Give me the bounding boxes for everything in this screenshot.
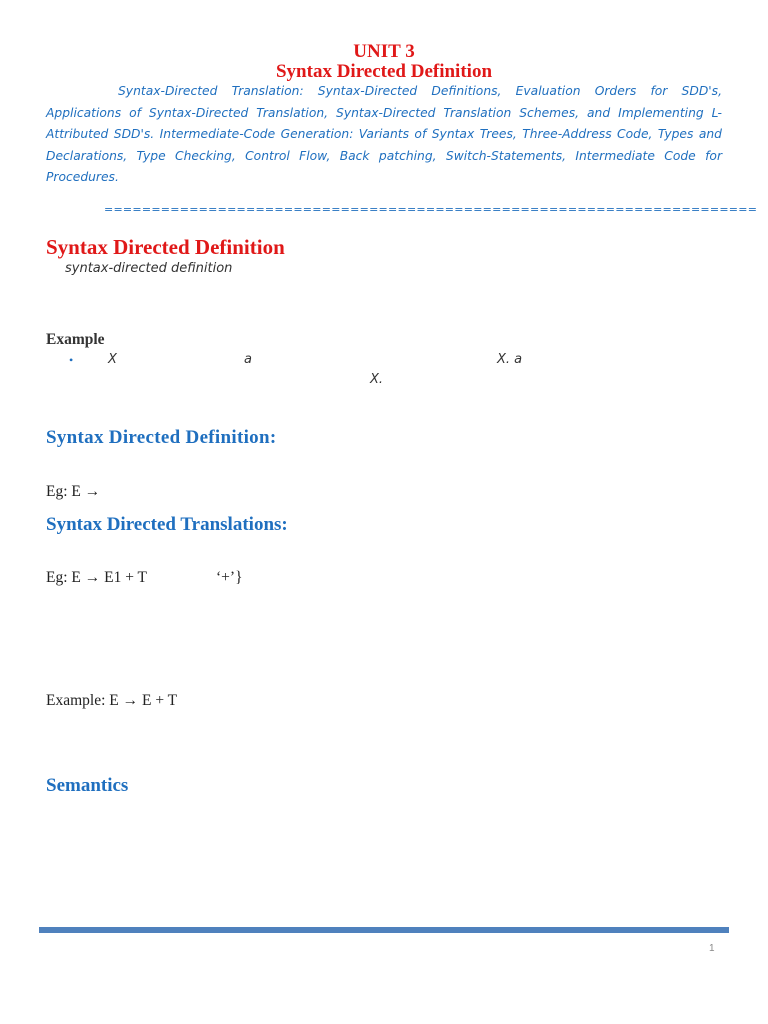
- sdd-definition-text: syntax-directed definition: [65, 261, 233, 276]
- example-fragment-a: a: [244, 352, 252, 367]
- example-fragment-xa: X. a: [497, 352, 523, 367]
- example-label: Example: [46, 331, 105, 348]
- document-title: Syntax Directed Definition: [275, 61, 493, 82]
- bullet-icon: •: [69, 353, 74, 367]
- sdd-eg-production: Eg: E →: [46, 483, 101, 500]
- section-heading-sdt: Syntax Directed Translations:: [46, 514, 288, 535]
- separator-line: =====================================================================: [104, 203, 758, 216]
- example-fragment-xdot: X.: [370, 372, 384, 387]
- example-fragment-x: X: [108, 352, 117, 367]
- footer-rule: [39, 927, 729, 933]
- unit-heading: UNIT 3: [353, 41, 415, 62]
- section-heading-sdd-colon: Syntax Directed Definition:: [46, 427, 277, 448]
- sdt-eg-action-tail: ‘+’}: [216, 569, 243, 586]
- section-heading-sdd: Syntax Directed Definition: [46, 235, 285, 259]
- page-number: 1: [709, 943, 715, 954]
- section-heading-semantics: Semantics: [46, 775, 129, 796]
- unit-syllabus-text: Syntax-Directed Translation: Syntax-Directed Definitions, Evaluation Orders for SDD's, Applications of Syntax-Directed Translation, Syntax-Directed Translation Schemes, and Implementing L-Attributed SDD's. Intermediate-Code Generation: Variants of Syntax Trees, Three-Address Code, Types and Declarations, Type Checking, Control Flow, Back patching, Switch-Statements, Intermediate Code for Procedures.: [46, 84, 722, 185]
- example-production: Example: E → E + T: [46, 692, 178, 709]
- sdt-eg-production: Eg: E → E1 + T: [46, 569, 148, 586]
